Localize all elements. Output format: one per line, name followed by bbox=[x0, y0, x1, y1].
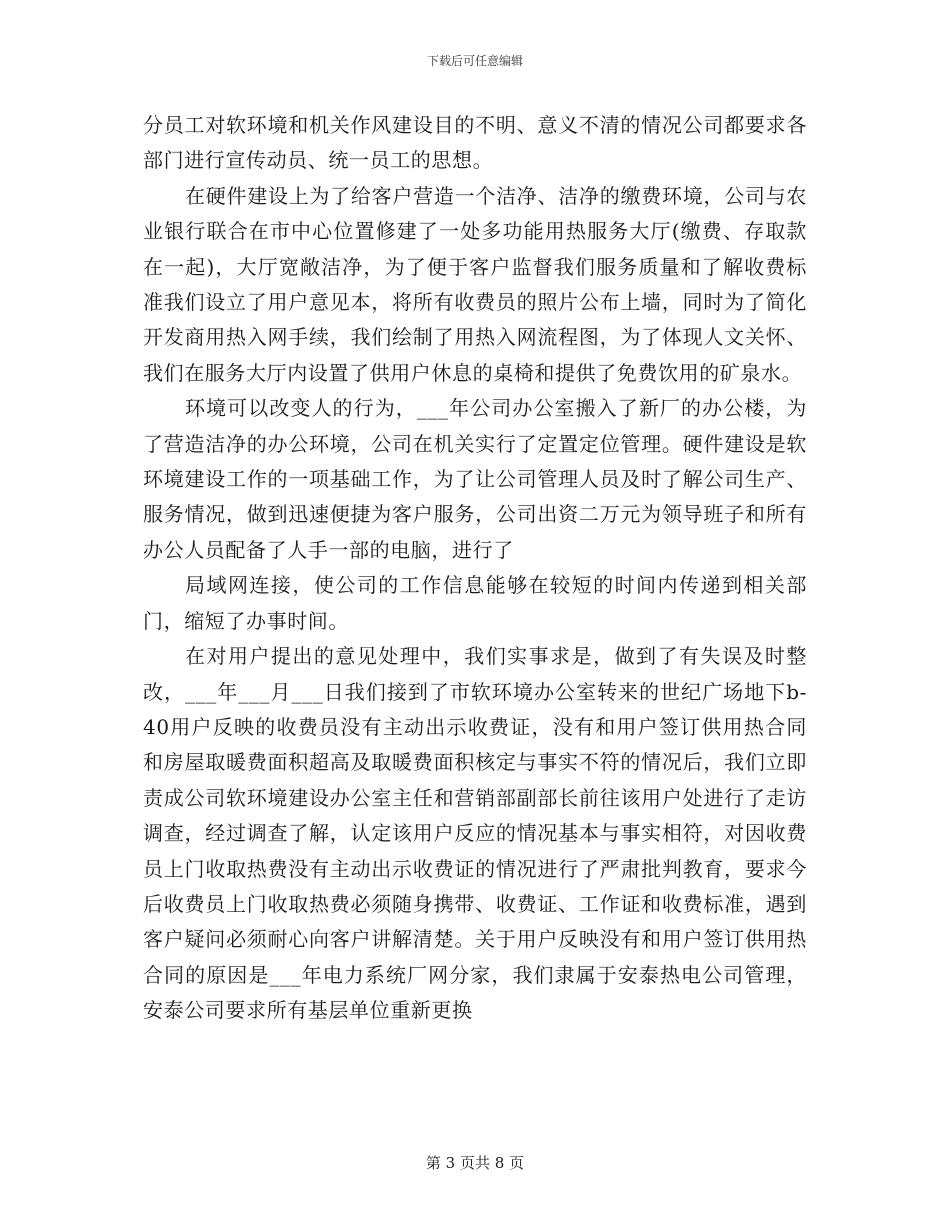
page-number-footer: 第 3 页共 8 页 bbox=[425, 1154, 525, 1172]
paragraph-3: 环境可以改变人的行为，___年公司办公室搬入了新厂的办公楼，为了营造洁净的办公环境，公司在机关实行了定置定位管理。硬件建设是软环境建设工作的一项基础工作，为了让公司管理人员及时了解公司生产、服务情况，做到迅速便捷为客户服务，公司出资二万元为领导班子和所有办公人员配备了人手一部的电脑，进行了 bbox=[143, 396, 807, 562]
paragraph-5: 在对用户提出的意见处理中，我们实事求是，做到了有失误及时整改，___年___月___日我们接到了市软环境办公室转来的世纪广场地下b-40用户反映的收费员没有主动出示收费证，没有和用户签订供用热合同和房屋取暖费面积超高及取暖费面积核定与事实不符的情况后，我们立即责成公司软环境建设办公室主任和营销部副部长前往该用户处进行了走访调查，经过调查了解，认定该用户反应的情况基本与事实相符，对因收费员上门收取热费没有主动出示收费证的情况进行了严肃批判教育，要求今后收费员上门收取热费必须随身携带、收费证、工作证和收费标准，遇到客户疑问必须耐心向客户讲解清楚。关于用户反映没有和用户签订供用热合同的原因是___年电力系统厂网分家，我们隶属于安泰热电公司管理，安泰公司要求所有基层单位重新更换 bbox=[143, 644, 807, 1023]
paragraph-1: 分员工对软环境和机关作风建设目的不明、意义不清的情况公司都要求各部门进行宣传动员、统一员工的思想。 bbox=[143, 113, 807, 173]
page-header: 下载后可任意编辑 bbox=[426, 54, 523, 68]
document-body bbox=[143, 108, 807, 1029]
paragraph-2: 在硬件建设上为了给客户营造一个洁净、洁净的缴费环境，公司与农业银行联合在市中心位置修建了一处多功能用热服务大厅(缴费、存取款在一起)，大厅宽敞洁净，为了便于客户监督我们服务质量和了解收费标准我们设立了用户意见本，将所有收费员的照片公布上墙，同时为了简化开发商用热入网手续，我们绘制了用热入网流程图，为了体现人文关怀、我们在服务大厅内设置了供用户休息的桌椅和提供了免费饮用的矿泉水。 bbox=[143, 183, 807, 385]
paragraph-4: 局域网连接，使公司的工作信息能够在较短的时间内传递到相关部门，缩短了办事时间。 bbox=[143, 573, 807, 633]
